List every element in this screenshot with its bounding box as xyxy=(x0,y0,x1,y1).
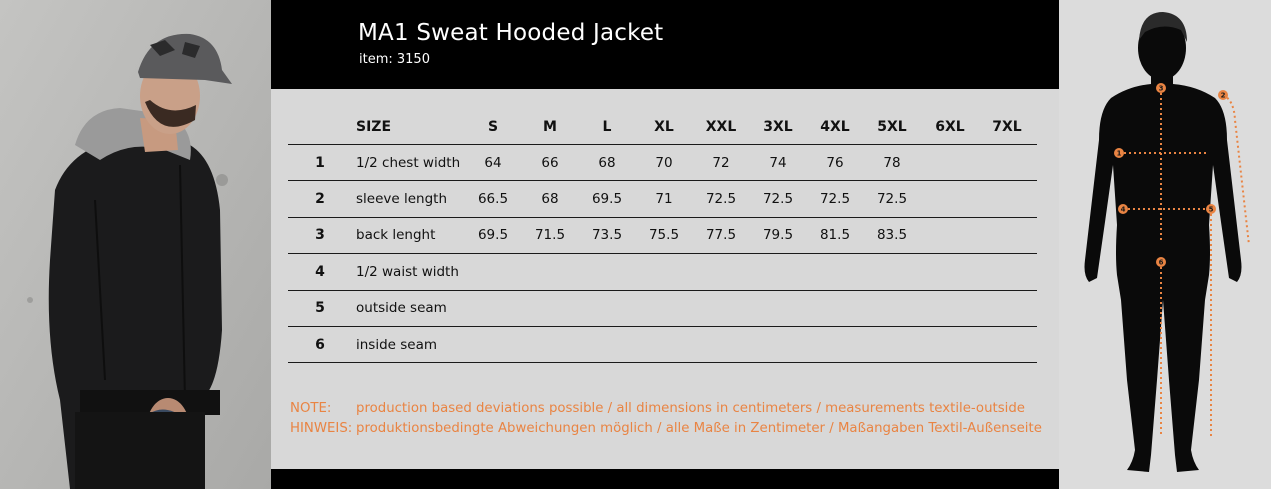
size-column-header: 5XL xyxy=(877,119,907,135)
table-cell: 75.5 xyxy=(648,227,680,244)
table-cell: 66.5 xyxy=(477,191,509,208)
table-cell: 76 xyxy=(826,154,844,171)
table-cell: 78 xyxy=(883,154,901,171)
table-row xyxy=(288,181,1037,217)
size-column-header: XXL xyxy=(705,119,737,135)
table-cell: 69.5 xyxy=(591,191,623,208)
size-column-header: 7XL xyxy=(992,119,1022,135)
marker-1 xyxy=(1114,148,1124,158)
table-cell: 70 xyxy=(655,154,673,171)
row-label: 1/2 chest width xyxy=(356,154,461,171)
table-cell: 77.5 xyxy=(705,227,737,244)
table-cell: 68 xyxy=(598,154,616,171)
table-cell: 73.5 xyxy=(591,227,623,244)
svg-text:4: 4 xyxy=(1120,205,1126,214)
table-cell: 64 xyxy=(484,154,502,171)
size-column-header: 6XL xyxy=(935,119,965,135)
row-number: 6 xyxy=(315,336,325,353)
note-key: NOTE: xyxy=(290,401,332,416)
marker-3 xyxy=(1156,83,1166,93)
table-row xyxy=(288,291,1037,327)
table-row xyxy=(288,145,1037,181)
size-column-header: M xyxy=(543,119,557,135)
row-label: inside seam xyxy=(356,336,438,353)
size-column-header: 4XL xyxy=(820,119,850,135)
row-number: 3 xyxy=(315,227,325,244)
size-column-header: 3XL xyxy=(763,119,793,135)
row-label: back lenght xyxy=(356,227,436,244)
item-number: item: 3150 xyxy=(359,52,430,67)
svg-text:2: 2 xyxy=(1220,91,1226,100)
table-row xyxy=(288,254,1037,290)
model-photo xyxy=(0,0,271,489)
row-number: 1 xyxy=(315,154,325,171)
marker-6 xyxy=(1156,257,1166,267)
table-cell: 79.5 xyxy=(762,227,794,244)
table-cell: 72.5 xyxy=(819,191,851,208)
table-cell: 66 xyxy=(541,154,559,171)
svg-text:6: 6 xyxy=(1158,258,1164,267)
table-header-row xyxy=(288,110,1037,145)
size-header-label: SIZE xyxy=(356,119,392,135)
table-row xyxy=(288,218,1037,254)
row-label: outside seam xyxy=(356,300,447,317)
header-bar xyxy=(271,0,1059,89)
body-silhouette-illustration xyxy=(1059,0,1271,489)
row-label: 1/2 waist width xyxy=(356,263,459,280)
table-cell: 74 xyxy=(769,154,787,171)
marker-4 xyxy=(1118,204,1128,214)
row-number: 4 xyxy=(315,263,325,280)
size-column-header: S xyxy=(487,119,499,135)
note-text: produktionsbedingte Abweichungen möglich / alle Maße in Zentimeter / Maßangaben Textil-Außenseite xyxy=(356,421,1042,436)
size-chart-panel xyxy=(271,0,1059,489)
table-cell: 71.5 xyxy=(534,227,566,244)
footer-bar xyxy=(271,469,1059,489)
row-number: 2 xyxy=(315,191,325,208)
table-cell: 81.5 xyxy=(819,227,851,244)
marker-2 xyxy=(1218,90,1228,100)
product-title: MA1 Sweat Hooded Jacket xyxy=(358,20,664,46)
size-column-header: XL xyxy=(654,119,674,135)
table-cell: 83.5 xyxy=(876,227,908,244)
marker-5 xyxy=(1206,204,1216,214)
table-cell: 72 xyxy=(712,154,730,171)
row-number: 5 xyxy=(315,300,325,317)
table-cell: 71 xyxy=(655,191,673,208)
table-cell: 69.5 xyxy=(477,227,509,244)
svg-text:3: 3 xyxy=(1158,84,1164,93)
row-label: sleeve length xyxy=(356,191,448,208)
model-photo-illustration xyxy=(0,0,271,489)
note-text: production based deviations possible / all dimensions in centimeters / measurements textile-outside xyxy=(356,401,1025,416)
svg-text:1: 1 xyxy=(1116,149,1122,158)
measurement-figure xyxy=(1059,0,1271,489)
table-cell: 72.5 xyxy=(762,191,794,208)
table-row xyxy=(288,327,1037,363)
svg-text:5: 5 xyxy=(1208,205,1214,214)
table-cell: 72.5 xyxy=(705,191,737,208)
table-cell: 72.5 xyxy=(876,191,908,208)
note-key: HINWEIS: xyxy=(290,421,353,436)
size-column-header: L xyxy=(602,119,612,135)
size-table xyxy=(288,110,1037,363)
table-cell: 68 xyxy=(541,191,559,208)
